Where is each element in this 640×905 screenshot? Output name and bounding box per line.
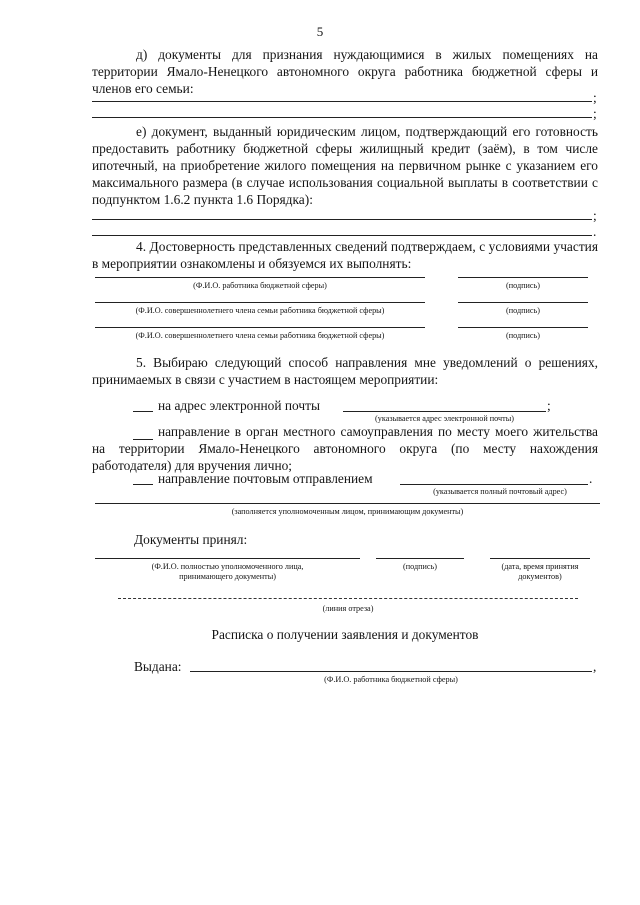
accepted-date-caption-1: (дата, время принятия	[501, 562, 579, 571]
accepter-name-line[interactable]	[95, 558, 360, 559]
issued-end-mark: ,	[593, 659, 597, 674]
item-e-blank-line-2[interactable]	[92, 225, 602, 239]
item-e-text: е) документ, выданный юридическим лицом, подтверждающий его готовность предоставить работнику бюджетной сферы жилищный кредит (заём), в том числе ипотечный, на приобретение жилого помещения на первичном рынке с указанием его максимального размера (в случае использования социальной выплаты в соответствии с подпунктом 1.6.2 пункта 1.6 Порядка):	[92, 124, 598, 207]
item-d-line1-end: ;	[593, 90, 597, 105]
accepter-signature-line[interactable]	[376, 558, 464, 559]
family-member-2-signature-caption: (подпись)	[506, 331, 540, 340]
issued-to-line[interactable]	[190, 671, 592, 672]
section-5-text: 5. Выбираю следующий способ направления мне уведомлений о решениях, принимаемых в связи с участием в настоящем мероприятии:	[92, 355, 598, 387]
accepted-date-caption-2: документов)	[518, 572, 562, 581]
section-4-text: 4. Достоверность представленных сведений подтверждаем, с условиями участия в мероприятии ознакомлены и обязуемся их выполнять:	[92, 239, 598, 271]
email-address-line[interactable]	[343, 411, 546, 412]
email-caption: (указывается адрес электронной почты)	[375, 414, 514, 423]
family-member-2-signature-line[interactable]	[458, 327, 588, 328]
issued-label: Выдана:	[134, 659, 182, 674]
postal-address-line[interactable]	[400, 484, 588, 485]
item-e-underline-1	[92, 219, 592, 220]
page-number: 5	[316, 24, 324, 39]
item-d-underline-1	[92, 101, 592, 102]
item-d-line2-end: ;	[593, 106, 597, 121]
accepted-date-line[interactable]	[490, 558, 590, 559]
cut-line	[118, 598, 578, 599]
cut-line-caption: (линия отреза)	[322, 604, 374, 613]
official-fill-caption: (заполняется уполномоченным лицом, принимающим документы)	[231, 507, 464, 516]
accepter-name-caption-1: (Ф.И.О. полностью уполномоченного лица,	[151, 562, 304, 571]
item-d-text: д) документы для признания нуждающимися в жилых помещениях на территории Ямало-Ненецкого автономного округа работника бюджетной сферы и членов его семьи:	[92, 47, 598, 96]
item-e-blank-line-1[interactable]	[92, 209, 602, 223]
family-member-1-name-line[interactable]	[95, 302, 425, 303]
accepter-signature-caption: (подпись)	[403, 562, 437, 571]
post-option-label: направление почтовым отправлением	[158, 471, 373, 486]
item-d-blank-line-1[interactable]	[92, 91, 602, 105]
family-member-2-name-caption: (Ф.И.О. совершеннолетнего члена семьи работника бюджетной сферы)	[135, 331, 385, 340]
email-end-mark: ;	[547, 398, 551, 413]
issued-caption: (Ф.И.О. работника бюджетной сферы)	[324, 675, 458, 684]
item-e-line1-end: ;	[593, 208, 597, 223]
postal-caption: (указывается полный почтовый адрес)	[433, 487, 567, 496]
accepted-title: Документы принял:	[134, 532, 248, 547]
accepter-name-caption-2: принимающего документы)	[179, 572, 276, 581]
worker-signature-line[interactable]	[458, 277, 588, 278]
family-member-1-signature-line[interactable]	[458, 302, 588, 303]
post-option-checkbox-line[interactable]	[133, 484, 153, 485]
item-d-blank-line-2[interactable]	[92, 107, 602, 121]
item-e-line2-end: .	[593, 224, 597, 239]
worker-name-line[interactable]	[95, 277, 425, 278]
worker-signature-caption: (подпись)	[506, 281, 540, 290]
family-member-1-signature-caption: (подпись)	[506, 306, 540, 315]
worker-name-caption: (Ф.И.О. работника бюджетной сферы)	[193, 281, 327, 290]
email-option-label: на адрес электронной почты	[158, 398, 320, 413]
official-fill-line[interactable]	[95, 503, 600, 504]
item-d-underline-2	[92, 117, 592, 118]
receipt-title: Расписка о получении заявления и документов	[211, 627, 479, 642]
family-member-2-name-line[interactable]	[95, 327, 425, 328]
local-option-text: направление в орган местного самоуправления по месту моего жительства на территории Ямало-Ненецкого автономного округа (по месту нахождения работодателя) для вручения лично;	[92, 424, 598, 473]
item-e-underline-2	[92, 235, 592, 236]
family-member-1-name-caption: (Ф.И.О. совершеннолетнего члена семьи работника бюджетной сферы)	[135, 306, 385, 315]
email-option-checkbox-line[interactable]	[133, 411, 153, 412]
post-end-mark: .	[589, 471, 593, 486]
